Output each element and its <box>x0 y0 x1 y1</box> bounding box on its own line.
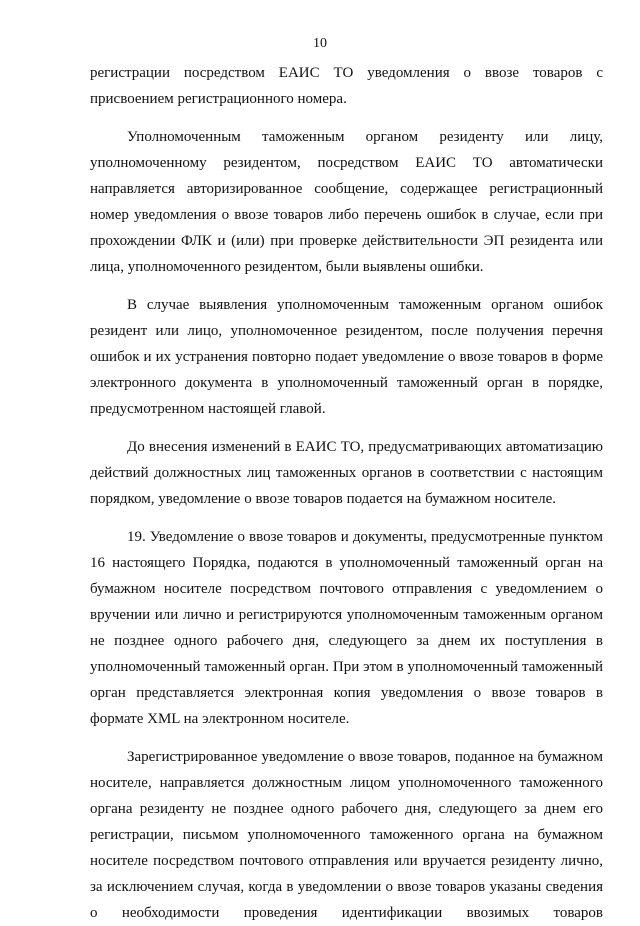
paragraph-continuation: регистрации посредством ЕАИС ТО уведомления о ввозе товаров с присвоением регистрационного номера. <box>90 65 603 107</box>
paragraph-error-correction: В случае выявления уполномоченным таможенным органом ошибок резидент или лицо, уполномоченное резидентом, после получения перечня ошибок и их устранения повторно подает уведомление о ввозе товаров в форме электронного документа в уполномоченный таможенный орган в порядке, предусмотренном настоящей главой. <box>90 297 603 417</box>
page-number: 10 <box>313 36 327 51</box>
document-body <box>90 60 603 926</box>
paragraph-authorized-message: Уполномоченным таможенным органом резиденту или лицу, уполномоченному резидентом, посредством ЕАИС ТО автоматически направляется авторизированное сообщение, содержащее регистрационный номер уведомления о ввозе товаров либо перечень ошибок в случае, если при прохождении ФЛК и (или) при проверке действительности ЭП резидента или лица, уполномоченного резидентом, были выявлены ошибки. <box>90 129 603 275</box>
paragraph-clause-19: 19. Уведомление о ввозе товаров и документы, предусмотренные пунктом 16 настоящего Порядка, подаются в уполномоченный таможенный орган на бумажном носителе посредством почтового отправления с уведомлением о вручении или лично и регистрируются уполномоченным таможенным органом не позднее одного рабочего дня, следующего за днем их поступления в уполномоченный таможенный орган. При этом в уполномоченный таможенный орган представляется электронная копия уведомления о ввозе товаров в формате XML на электронном носителе. <box>90 529 603 727</box>
paragraph-registered-notification: Зарегистрированное уведомление о ввозе товаров, поданное на бумажном носителе, направляется должностным лицом уполномоченного таможенного органа резиденту не позднее одного рабочего дня, следующего за днем его регистрации, письмом уполномоченного таможенного органа на бумажном носителе посредством почтового отправления или вручается резиденту лично, за исключением случая, когда в уведомлении о ввозе товаров указаны сведения о необходимости проведения идентификации ввозимых товаров <box>90 749 603 921</box>
paragraph-paper-submission: До внесения изменений в ЕАИС ТО, предусматривающих автоматизацию действий должностных лиц таможенных органов в соответствии с настоящим порядком, уведомление о ввозе товаров подается на бумажном носителе. <box>90 439 603 507</box>
